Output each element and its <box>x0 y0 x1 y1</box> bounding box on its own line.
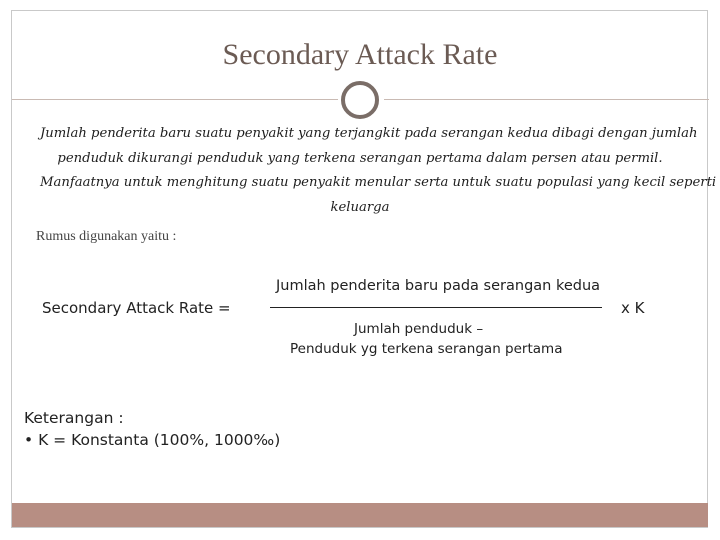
formula-denominator-line-2: Penduduk yg terkena serangan pertama <box>290 341 563 357</box>
circle-ornament-icon <box>341 81 379 119</box>
footer-accent-bar <box>12 503 708 527</box>
keterangan-block <box>24 407 280 451</box>
formula-multiplier: x K <box>621 299 645 317</box>
keterangan-item: • K = Konstanta (100%, 1000‰) <box>24 431 281 449</box>
title-divider-right <box>384 99 709 100</box>
intro-line-3: Manfaatnya untuk menghitung suatu penyakit menular serta untuk suatu populasi yang kecil seperti <box>40 175 717 190</box>
formula-intro-label: Rumus digunakan yaitu : <box>36 229 177 244</box>
intro-line-1: Jumlah penderita baru suatu penyakit yang terjangkit pada serangan kedua dibagi dengan jumlah <box>40 126 698 141</box>
intro-paragraph <box>40 122 717 220</box>
title-divider-left <box>12 99 338 100</box>
formula-denominator-line-1: Jumlah penduduk – <box>354 321 484 337</box>
fraction-line <box>270 307 602 308</box>
intro-line-4: keluarga <box>330 199 390 215</box>
formula-numerator: Jumlah penderita baru pada serangan kedua <box>276 278 601 294</box>
intro-line-2: penduduk dikurangi penduduk yang terkena serangan pertama dalam persen atau permil. <box>57 150 663 166</box>
slide-title: Secondary Attack Rate <box>222 38 498 71</box>
formula-label: Secondary Attack Rate = <box>42 299 231 317</box>
keterangan-heading: Keterangan : <box>24 409 124 427</box>
